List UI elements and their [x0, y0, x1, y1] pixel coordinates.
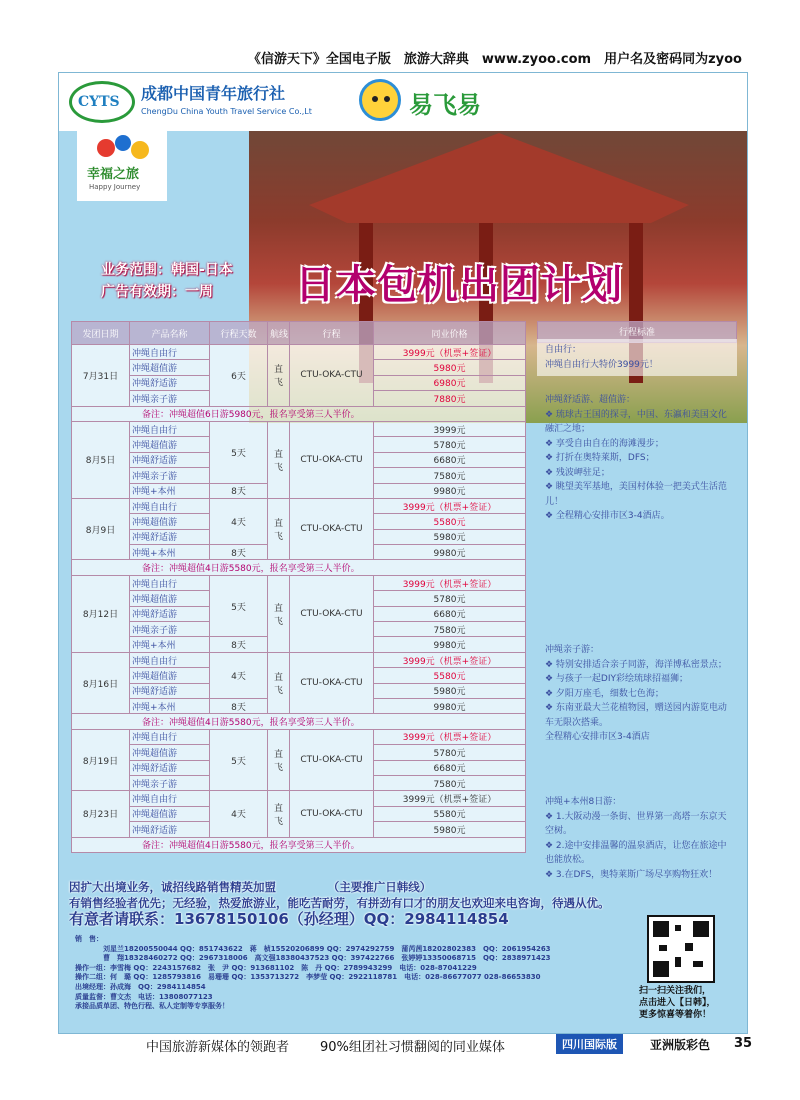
- page-number: 35: [734, 1036, 753, 1051]
- route-cell: CTU-OKA-CTU: [290, 498, 374, 560]
- price-cell: 5580元: [374, 806, 526, 821]
- days-cell: 4天: [210, 652, 268, 698]
- product-cell: 冲绳超值游: [130, 668, 210, 683]
- note-row: [72, 560, 526, 575]
- product-cell: 冲绳超值游: [130, 514, 210, 529]
- days-cell: 5天: [210, 575, 268, 637]
- schedule-table: [71, 321, 526, 853]
- brand-cn: 幸福之旅: [87, 167, 140, 182]
- qr-caption: [639, 985, 739, 1021]
- standard-line: ❖ 特别安排适合亲子同游，海洋博私密景点；: [545, 659, 727, 670]
- cyts-logo: [69, 81, 135, 123]
- price-cell: 6680元: [374, 452, 526, 467]
- price-cell: 3999元（机票+签证）: [374, 791, 526, 806]
- partner-logo: 易飞易: [409, 91, 481, 119]
- table-header-cell: 同业价格: [374, 322, 526, 345]
- product-cell: 冲绳舒适游: [130, 529, 210, 544]
- contact-line: 承接品质单团、特色行程、私人定制等专享服务！: [75, 1002, 229, 1011]
- qr-code-icon[interactable]: [647, 915, 715, 983]
- table-row: [72, 652, 526, 667]
- product-cell: 冲绳超值游: [130, 437, 210, 452]
- note-cell: 备注：冲绳超值4日游5580元，报名享受第三人半价。: [72, 560, 526, 575]
- roof-shape: [309, 133, 689, 223]
- contact-line: 操作一组：李雪梅 QQ：2243157682 张 尹 QQ：913681102 陈 丹 QQ：2789943299 电话：028-87041229: [75, 963, 477, 972]
- price-cell: 3999元: [374, 421, 526, 436]
- standard-block: [537, 389, 737, 528]
- standard-line: ❖ 眺望美军基地，美国村体验一把美式生活范儿！: [545, 482, 727, 507]
- ad-title: 日本包机出团计划: [295, 262, 623, 308]
- company-name-en: ChengDu China Youth Travel Service Co.,Lt: [141, 107, 312, 116]
- recruit-line-1: 因扩大出境业务，诚招线路销售精英加盟 （主要推广日韩线）: [69, 880, 432, 894]
- masthead-text: 《信游天下》全国电子版 旅游大辞典 www.zyoo.com 用户名及密码同为zyoo: [247, 52, 742, 67]
- date-cell: 8月12日: [72, 575, 130, 652]
- color-edition: 亚洲版彩色: [650, 1038, 711, 1052]
- price-cell: 3999元（机票+签证）: [374, 575, 526, 590]
- days-cell: 6天: [210, 345, 268, 407]
- flight-cell: 直飞: [268, 791, 290, 837]
- price-cell: 9980元: [374, 698, 526, 713]
- route-cell: CTU-OKA-CTU: [290, 652, 374, 714]
- product-cell: 冲绳舒适游: [130, 683, 210, 698]
- product-cell: 冲绳自由行: [130, 729, 210, 744]
- note-cell: 备注：冲绳超值4日游5580元，报名享受第三人半价。: [72, 837, 526, 852]
- days-cell: 8天: [210, 545, 268, 560]
- contact-line: 曹 翔18328460272 QQ：2967318006 高文强18380437523 QQ：397422766 张婷婷13350068715 QQ：2838971423: [75, 954, 551, 963]
- table-header-cell: 产品名称: [130, 322, 210, 345]
- contact-line: 质量监督：曹文杰 电话：13808077123: [75, 992, 213, 1001]
- price-cell: 3999元（机票+签证）: [374, 729, 526, 744]
- date-cell: 8月9日: [72, 498, 130, 560]
- price-cell: 3999元（机票+签证）: [374, 652, 526, 667]
- table-header-cell: 航线: [268, 322, 290, 345]
- standard-line: 冲绳自由行大特价3999元！: [545, 359, 658, 370]
- standards-header: 行程标准: [537, 321, 737, 343]
- table-header-cell: 发团日期: [72, 322, 130, 345]
- price-cell: 9980元: [374, 637, 526, 652]
- standard-line: ❖ 残波岬驻足；: [545, 467, 610, 478]
- note-row: [72, 406, 526, 421]
- product-cell: 冲绳超值游: [130, 360, 210, 375]
- days-cell: 5天: [210, 729, 268, 791]
- standard-title: 冲绳+本州8日游：: [545, 797, 622, 807]
- table-header-cell: 行程: [290, 322, 374, 345]
- price-cell: 5980元: [374, 822, 526, 837]
- standard-line: ❖ 打折在奥特莱斯，DFS；: [545, 453, 655, 463]
- product-cell: 冲绳亲子游: [130, 468, 210, 483]
- brand-en: Happy Journey: [89, 183, 141, 191]
- table-row: [72, 729, 526, 744]
- product-cell: 冲绳自由行: [130, 652, 210, 667]
- product-cell: 冲绳舒适游: [130, 375, 210, 390]
- contact-line: 刘星兰18200550044 QQ：851743622 蒋 桢15520206899 QQ：2974292759 蒲芮茜18202802383 QQ：2061954263: [75, 944, 551, 953]
- product-cell: 冲绳+本州: [130, 483, 210, 498]
- product-cell: 冲绳舒适游: [130, 760, 210, 775]
- date-cell: 8月5日: [72, 421, 130, 498]
- standard-line: ❖ 享受自由自在的海滩漫步；: [545, 438, 664, 449]
- company-name: 成都中国青年旅行社: [141, 84, 286, 103]
- table-header-row: [72, 322, 526, 345]
- contact-line: 操作二组：何 璐 QQ：1285793816 易珊珊 QQ：1353713272 李梦莹 QQ：2922118781 电话：028-86677077 028-86653830: [75, 973, 541, 982]
- price-cell: 7580元: [374, 622, 526, 637]
- recruitment: [69, 879, 739, 927]
- product-cell: 冲绳+本州: [130, 545, 210, 560]
- price-cell: 5580元: [374, 514, 526, 529]
- note-cell: 备注：冲绳超值6日游5980元，报名享受第三人半价。: [72, 406, 526, 421]
- price-cell: 7880元: [374, 391, 526, 406]
- flight-cell: 直飞: [268, 498, 290, 560]
- footer-slogan-2: 90%组团社习惯翻阅的同业媒体: [320, 1040, 505, 1055]
- flight-cell: 直飞: [268, 345, 290, 407]
- product-cell: 冲绳自由行: [130, 575, 210, 590]
- itinerary-standards: [537, 321, 737, 880]
- flight-cell: 直飞: [268, 729, 290, 791]
- price-cell: 9980元: [374, 483, 526, 498]
- standard-line: 全程精心安排市区3-4酒店: [545, 732, 650, 742]
- happy-journey-logo: [77, 131, 167, 201]
- price-cell: 5980元: [374, 529, 526, 544]
- route-cell: CTU-OKA-CTU: [290, 575, 374, 652]
- standard-title: 冲绳亲子游：: [545, 645, 600, 655]
- route-cell: CTU-OKA-CTU: [290, 729, 374, 791]
- note-cell: 备注：冲绳超值4日游5580元，报名享受第三人半价。: [72, 714, 526, 729]
- price-cell: 3999元（机票+签证）: [374, 345, 526, 360]
- flight-cell: 直飞: [268, 652, 290, 714]
- scope-line: 业务范围：韩国-日本: [101, 262, 233, 278]
- bear-mascot-icon: [359, 79, 401, 121]
- product-cell: 冲绳舒适游: [130, 822, 210, 837]
- route-cell: CTU-OKA-CTU: [290, 345, 374, 407]
- route-cell: CTU-OKA-CTU: [290, 791, 374, 837]
- table-row: [72, 421, 526, 436]
- route-cell: CTU-OKA-CTU: [290, 421, 374, 498]
- days-cell: 8天: [210, 483, 268, 498]
- price-cell: 5580元: [374, 668, 526, 683]
- ad-header: [59, 73, 747, 131]
- standard-line: ❖ 2.途中安排温馨的温泉酒店，让您在旅途中也能放松。: [545, 840, 727, 865]
- recruit-line-2: 有销售经验者优先；无经验，热爱旅游业，能吃苦耐劳，有拼劲有口才的朋友也欢迎来电咨询，待遇从优。: [69, 896, 610, 910]
- price-cell: 7580元: [374, 468, 526, 483]
- contact-line: 出境经理：孙成海 QQ：2984114854: [75, 982, 206, 991]
- product-cell: 冲绳超值游: [130, 591, 210, 606]
- standard-block: [537, 791, 737, 886]
- days-cell: 8天: [210, 698, 268, 713]
- flight-cell: 直飞: [268, 575, 290, 652]
- days-cell: 4天: [210, 791, 268, 837]
- days-cell: 4天: [210, 498, 268, 544]
- edition-badge: 四川国际版: [556, 1034, 623, 1054]
- standard-line: ❖ 琉球古王国的探寻，中国、东瀛和美国文化融汇之地；: [545, 409, 727, 434]
- product-cell: 冲绳舒适游: [130, 452, 210, 467]
- standard-line: ❖ 夕阳万座毛，细数七色海；: [545, 688, 664, 699]
- flight-cell: 直飞: [268, 421, 290, 498]
- days-cell: 8天: [210, 637, 268, 652]
- product-cell: 冲绳舒适游: [130, 606, 210, 621]
- price-cell: 5780元: [374, 437, 526, 452]
- note-row: [72, 714, 526, 729]
- product-cell: 冲绳自由行: [130, 791, 210, 806]
- product-cell: 冲绳自由行: [130, 498, 210, 513]
- note-row: [72, 837, 526, 852]
- standard-line: ❖ 东南亚最大兰花植物园，赠送园内游览电动车无限次搭乘。: [545, 703, 727, 728]
- schedule-area: [71, 321, 737, 880]
- date-cell: 8月19日: [72, 729, 130, 791]
- date-cell: 7月31日: [72, 345, 130, 407]
- product-cell: 冲绳+本州: [130, 698, 210, 713]
- table-row: [72, 345, 526, 360]
- footer-slogan-1: 中国旅游新媒体的领跑者: [146, 1040, 290, 1055]
- recruit-contact: 有意者请联系：13678150106（孙经理）QQ：2984114854: [69, 910, 509, 928]
- product-cell: 冲绳自由行: [130, 345, 210, 360]
- qr-caption-line: 扫一扫关注我们，: [639, 986, 712, 996]
- qr-caption-line: 点击进入【日韩】，: [639, 998, 716, 1008]
- price-cell: 7580元: [374, 775, 526, 790]
- table-header-cell: 行程天数: [210, 322, 268, 345]
- standard-block: [537, 339, 737, 376]
- standard-title: 冲绳舒适游、超值游：: [545, 395, 636, 405]
- price-cell: 6680元: [374, 606, 526, 621]
- product-cell: 冲绳亲子游: [130, 775, 210, 790]
- qr-caption-line: 更多惊喜等着你！: [639, 1010, 712, 1020]
- standard-line: ❖ 1.大阪动漫一条街、世界第一高塔一东京天空树。: [545, 811, 727, 836]
- standard-block: [537, 639, 737, 749]
- business-scope: [101, 259, 233, 303]
- standard-line: ❖ 与孩子一起DIY彩绘琉球招福狮；: [545, 674, 689, 684]
- contact-list: [75, 935, 635, 1012]
- table-body: [72, 345, 526, 853]
- cyts-logo-icon: CYTS: [78, 94, 120, 110]
- contact-line: 销 售：: [75, 935, 103, 943]
- product-cell: 冲绳自由行: [130, 421, 210, 436]
- price-cell: 5980元: [374, 683, 526, 698]
- date-cell: 8月23日: [72, 791, 130, 837]
- price-cell: 5780元: [374, 591, 526, 606]
- product-cell: 冲绳亲子游: [130, 391, 210, 406]
- standard-line: ❖ 3.在DFS，奥特莱斯广场尽享购物狂欢！: [545, 869, 718, 880]
- advertisement: [58, 72, 748, 1034]
- price-cell: 9980元: [374, 545, 526, 560]
- product-cell: 冲绳亲子游: [130, 622, 210, 637]
- table-row: [72, 575, 526, 590]
- standard-title: 自由行：: [545, 345, 582, 355]
- price-cell: 5980元: [374, 360, 526, 375]
- table-row: [72, 498, 526, 513]
- date-cell: 8月16日: [72, 652, 130, 714]
- product-cell: 冲绳超值游: [130, 745, 210, 760]
- price-cell: 3999元（机票+签证）: [374, 498, 526, 513]
- validity-line: 广告有效期：一周: [101, 284, 213, 300]
- product-cell: 冲绳超值游: [130, 806, 210, 821]
- days-cell: 5天: [210, 421, 268, 483]
- product-cell: 冲绳+本州: [130, 637, 210, 652]
- standard-line: ❖ 全程精心安排市区3-4酒店。: [545, 511, 670, 521]
- table-row: [72, 791, 526, 806]
- price-cell: 6980元: [374, 375, 526, 390]
- page-footer: [0, 1032, 800, 1056]
- price-cell: 5780元: [374, 745, 526, 760]
- price-cell: 6680元: [374, 760, 526, 775]
